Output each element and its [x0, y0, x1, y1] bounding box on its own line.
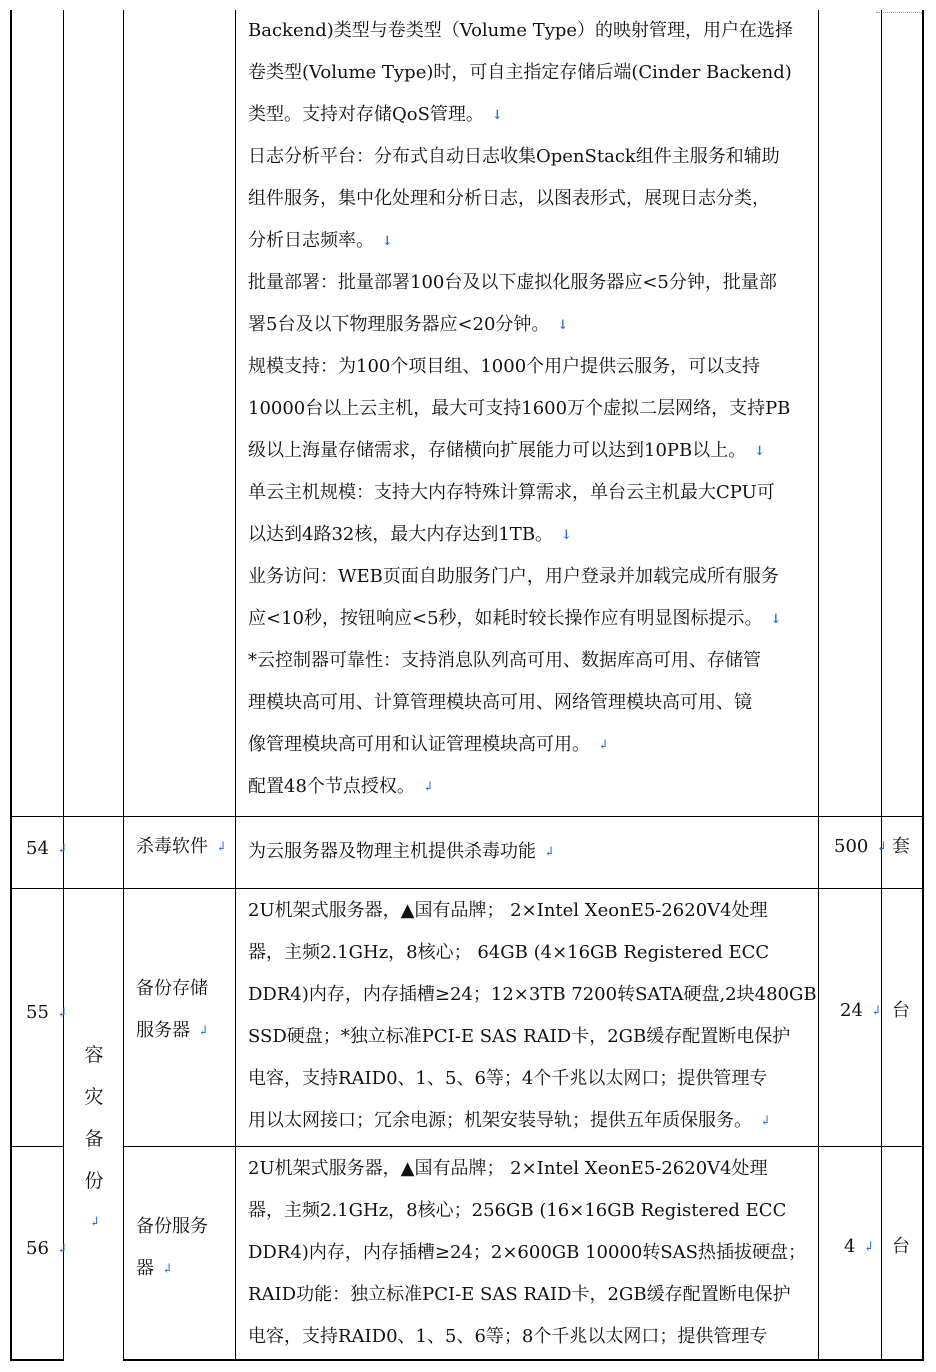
category-disaster-backup: 容 灾 备 份 ↲ — [84, 1044, 104, 1230]
text-line: SSD硬盘；*独立标准PCI-E SAS RAID卡，2GB缓存配置断电保护 — [248, 1026, 791, 1047]
text-line: DDR4)内存，内存插槽≥24；2×600GB 10000转SAS热插拔硬盘； — [248, 1242, 807, 1263]
row-56-spec — [248, 1148, 806, 1358]
header-dotted-rule — [876, 12, 924, 13]
text-line: 批量部署：批量部署100台及以下虚拟化服务器应<5分钟，批量部 — [248, 272, 777, 293]
text-line: 应<10秒，按钮响应<5秒，如耗时较长操作应有明显图标提示。 ↓ — [248, 598, 793, 640]
col-divider-no — [63, 10, 64, 1360]
row-55-quantity: 24 ↲ — [840, 1000, 882, 1021]
text-line: 署5台及以下物理服务器应<20分钟。 ↓ — [248, 304, 793, 346]
paragraph-mark: ↓ — [770, 612, 782, 627]
row-56-quantity: 4 ↲ — [844, 1236, 875, 1257]
text-line: 像管理模块高可用和认证管理模块高可用。 ↲ — [248, 724, 793, 766]
text-line: 电容，支持RAID0、1、5、6等；8个千兆以太网口；提供管理专 — [248, 1326, 768, 1347]
paragraph-mark: ↓ — [561, 528, 572, 543]
row-divider-55-top — [10, 888, 924, 889]
row-divider-56-top-no — [10, 1146, 63, 1147]
col-divider-qty — [881, 10, 882, 1360]
table-border-bottom-left — [10, 1359, 64, 1361]
text-line: 分析日志频率。 ↓ — [248, 220, 793, 262]
text-line: 类型。支持对存储QoS管理。 ↓ — [248, 94, 793, 136]
row-56-number: 56 ↲ — [26, 1238, 68, 1259]
text-line: 业务访问：WEB页面自助服务门户，用户登录并加载完成所有服务 — [248, 566, 779, 587]
cell-end-mark: ↲ — [422, 780, 434, 795]
text-line: 电容，支持RAID0、1、5、6等；4个千兆以太网口；提供管理专 — [248, 1068, 768, 1089]
paragraph-mark: ↓ — [557, 318, 569, 333]
table-border-right — [922, 10, 924, 1360]
cell-end-mark: ↲ — [598, 738, 609, 753]
row-55-number: 55 ↲ — [26, 1002, 68, 1023]
text-line: *云控制器可靠性：支持消息队列高可用、数据库高可用、存储管 — [248, 650, 761, 671]
text-line: 理模块高可用、计算管理模块高可用、网络管理模块高可用、镜 — [248, 692, 752, 713]
text-line: Backend)类型与卷类型（Volume Type）的映射管理，用户在选择 — [248, 20, 794, 41]
row-55-name: 备份存储 服务器 ↲ — [136, 978, 209, 1041]
text-line: 以达到4路32核，最大内存达到1TB。 ↓ — [248, 514, 793, 556]
spec-continuation-text — [248, 10, 793, 808]
row-55-unit: 台 — [892, 1000, 910, 1021]
text-line: DDR4)内存，内存插槽≥24；12×3TB 7200转SATA硬盘,2块480GB — [248, 984, 817, 1005]
text-line: 配置48个节点授权。 ↲ — [248, 766, 793, 808]
text-line: 10000台以上云主机，最大可支持1600万个虚拟二层网络，支持PB — [248, 398, 791, 419]
procurement-spec-table — [10, 10, 924, 1362]
paragraph-mark: ↓ — [382, 234, 393, 249]
row-54-quantity: 500 ↲ — [834, 836, 888, 857]
text-line: 器，主频2.1GHz，8核心；256GB (16×16GB Registered ECC — [248, 1200, 787, 1221]
paragraph-mark: ↓ — [491, 108, 503, 123]
text-line: 组件服务，集中化处理和分析日志，以图表形式，展现日志分类， — [248, 188, 770, 209]
text-line: RAID功能：独立标准PCI-E SAS RAID卡，2GB缓存配置断电保护 — [248, 1284, 791, 1305]
row-54-unit: 套 — [892, 836, 910, 857]
text-line: 2U机架式服务器，▲国有品牌； 2×Intel XeonE5-2620V4处理 — [248, 900, 768, 921]
row-55-spec — [248, 890, 817, 1142]
text-line: 卷类型(Volume Type)时，可自主指定存储后端(Cinder Backend) — [248, 62, 792, 83]
col-divider-spec — [818, 10, 819, 1360]
cell-end-mark: ↲ — [760, 1114, 771, 1129]
text-line: 日志分析平台：分布式自动日志收集OpenStack组件主服务和辅助 — [248, 146, 780, 167]
text-line: 用以太网接口；冗余电源；机架安装导轨；提供五年质保服务。 ↲ — [248, 1100, 817, 1142]
row-54-name: 杀毒软件 ↲ — [136, 836, 227, 857]
text-line: 单云主机规模：支持大内存特殊计算需求，单台云主机最大CPU可 — [248, 482, 775, 503]
table-border-left — [10, 10, 12, 1360]
paragraph-mark: ↓ — [754, 444, 766, 459]
table-border-bottom — [123, 1359, 924, 1361]
text-line: 器，主频2.1GHz，8核心； 64GB (4×16GB Registered ECC — [248, 942, 770, 963]
row-54-spec: 为云服务器及物理主机提供杀毒功能 ↲ — [248, 841, 555, 862]
text-line: 级以上海量存储需求，存储横向扩展能力可以达到10PB以上。 ↓ — [248, 430, 793, 472]
row-divider-56-top — [123, 1146, 924, 1147]
text-line: 规模支持：为100个项目组、1000个用户提供云服务，可以支持 — [248, 356, 761, 377]
row-56-unit: 台 — [892, 1236, 910, 1257]
row-54-number: 54 ↲ — [26, 838, 68, 859]
row-56-name: 备份服务 器 ↲ — [136, 1216, 208, 1279]
col-divider-name — [235, 10, 236, 1360]
text-line: 2U机架式服务器，▲国有品牌； 2×Intel XeonE5-2620V4处理 — [248, 1158, 768, 1179]
row-divider-54-top — [10, 816, 924, 817]
col-divider-category — [123, 10, 124, 1360]
